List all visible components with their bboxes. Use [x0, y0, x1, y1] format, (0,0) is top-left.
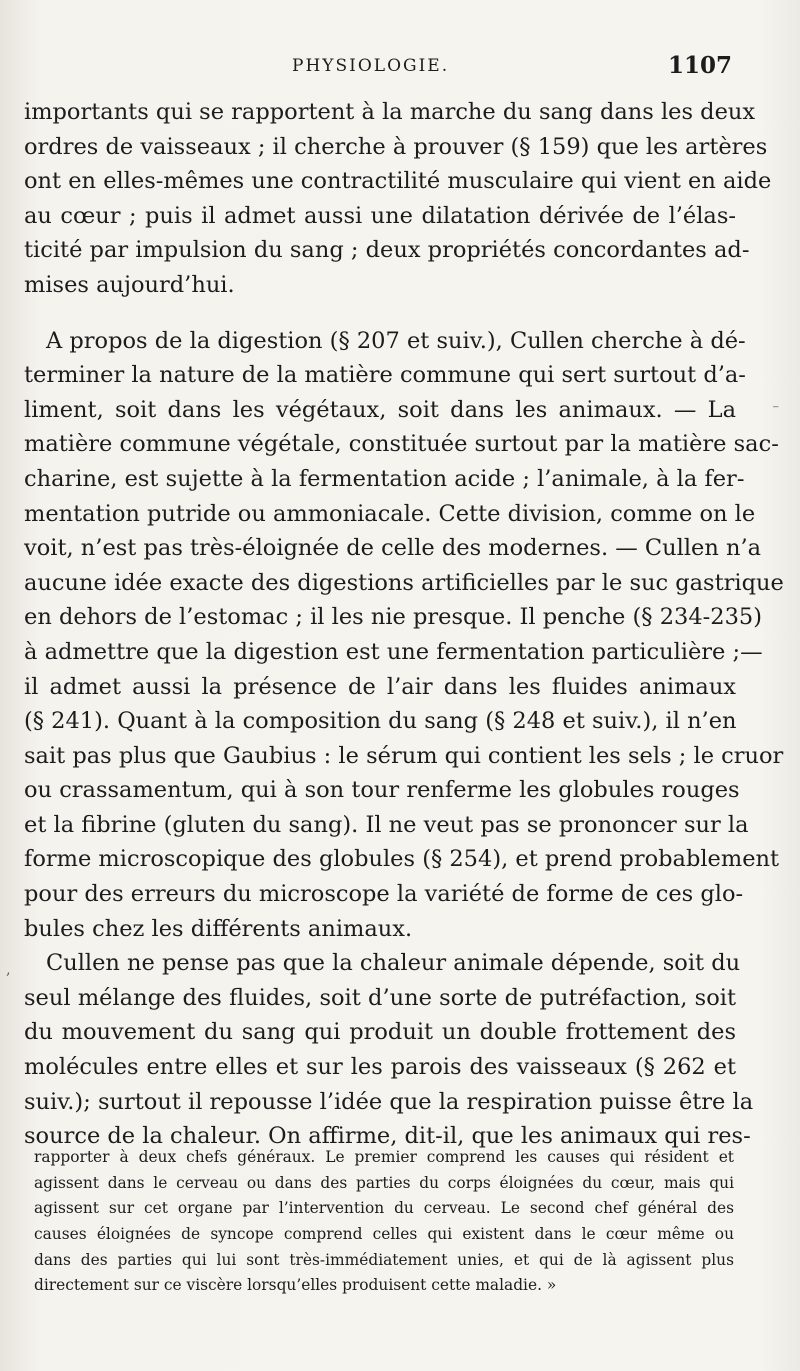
footnote-line: agissent sur cet organe par l’intervention du cerveau. Le second chef général des	[34, 1199, 734, 1218]
text-line: ou crassamentum, qui à son tour renferme les globules rouges	[24, 777, 740, 804]
text-line: matière commune végétale, constituée surtout par la matière sac-	[24, 431, 779, 458]
text-line: mises aujourd’hui.	[24, 271, 235, 298]
text-line: et la fibrine (gluten du sang). Il ne veut pas se prononcer sur la	[24, 811, 749, 838]
paragraph	[24, 324, 784, 947]
text-line: Cullen ne pense pas que la chaleur animale dépende, soit du	[46, 950, 741, 977]
text-line: sait pas plus que Gaubius : le sérum qui contient les sels ; le cruor	[24, 742, 784, 769]
text-line: bules chez les différents animaux.	[24, 915, 413, 942]
text-line: mentation putride ou ammoniacale. Cette division, comme on le	[24, 500, 756, 527]
text-line: seul mélange des fluides, soit d’une sorte de putréfaction, soit	[24, 984, 736, 1011]
text-line: au cœur ; puis il admet aussi une dilatation dérivée de l’élas-	[24, 202, 736, 229]
text-line: ordres de vaisseaux ; il cherche à prouver (§ 159) que les artères	[24, 133, 768, 160]
paragraph	[24, 946, 754, 1154]
paragraph-gap	[24, 303, 736, 324]
footnote	[34, 1145, 734, 1299]
footnote-line: rapporter à deux chefs généraux. Le premier comprend les causes qui résident et	[34, 1148, 734, 1166]
text-line: pour des erreurs du microscope la variété de forme de ces glo-	[24, 881, 744, 908]
text-line: aucune idée exacte des digestions artificielles par le suc gastrique	[24, 569, 784, 596]
margin-mark: ⁻	[772, 402, 780, 418]
text-line: source de la chaleur. On affirme, dit-il, que les animaux qui res-	[24, 1123, 751, 1150]
text-line: en dehors de l’estomac ; il les nie presque. Il penche (§ 234-235)	[24, 604, 762, 631]
text-line: molécules entre elles et sur les parois des vaisseaux (§ 262 et	[24, 1054, 736, 1081]
text-line: ticité par impulsion du sang ; deux propriétés concordantes ad-	[24, 237, 750, 264]
margin-mark: ‚	[6, 962, 11, 978]
text-line: ont en elles-mêmes une contractilité musculaire qui vient en aide	[24, 168, 772, 195]
text-line: charine, est sujette à la fermentation acide ; l’animale, à la fer-	[24, 465, 745, 492]
text-line: A propos de la digestion (§ 207 et suiv.), Cullen cherche à dé-	[46, 327, 746, 354]
body-text	[24, 95, 784, 1154]
footnote-line: agissent dans le cerveau ou dans des parties du corps éloignées du cœur, mais qui	[34, 1173, 734, 1192]
paragraph	[24, 95, 772, 303]
text-line: voit, n’est pas très-éloignée de celle des modernes. — Cullen n’a	[24, 535, 762, 562]
running-title: PHYSIOLOGIE.	[292, 56, 450, 76]
footnote-line: dans des parties qui lui sont très-immédiatement unies, et qui de là agissent plus	[34, 1250, 734, 1269]
text-line: forme microscopique des globules (§ 254), et prend probablement	[24, 846, 780, 873]
text-line: il admet aussi la présence de l’air dans les fluides animaux	[24, 673, 736, 700]
text-line: importants qui se rapportent à la marche du sang dans les deux	[24, 99, 756, 125]
page-number: 1107	[667, 52, 732, 79]
text-line: terminer la nature de la matière commune qui sert surtout d’a-	[24, 362, 746, 389]
footnote-line: causes éloignées de syncope comprend celles qui existent dans le cœur même ou	[34, 1225, 734, 1244]
text-line: suiv.); surtout il repousse l’idée que la respiration puisse être la	[24, 1088, 754, 1115]
running-head	[22, 52, 732, 86]
text-line: (§ 241). Quant à la composition du sang (§ 248 et suiv.), il n’en	[24, 708, 737, 735]
footnote-line: directement sur ce viscère lorsqu’elles produisent cette maladie. »	[34, 1276, 557, 1295]
text-line: du mouvement du sang qui produit un double frottement des	[24, 1019, 736, 1046]
text-line: à admettre que la digestion est une fermentation particulière ;—	[24, 638, 763, 665]
text-line: liment, soit dans les végétaux, soit dans les animaux. — La	[24, 396, 736, 423]
